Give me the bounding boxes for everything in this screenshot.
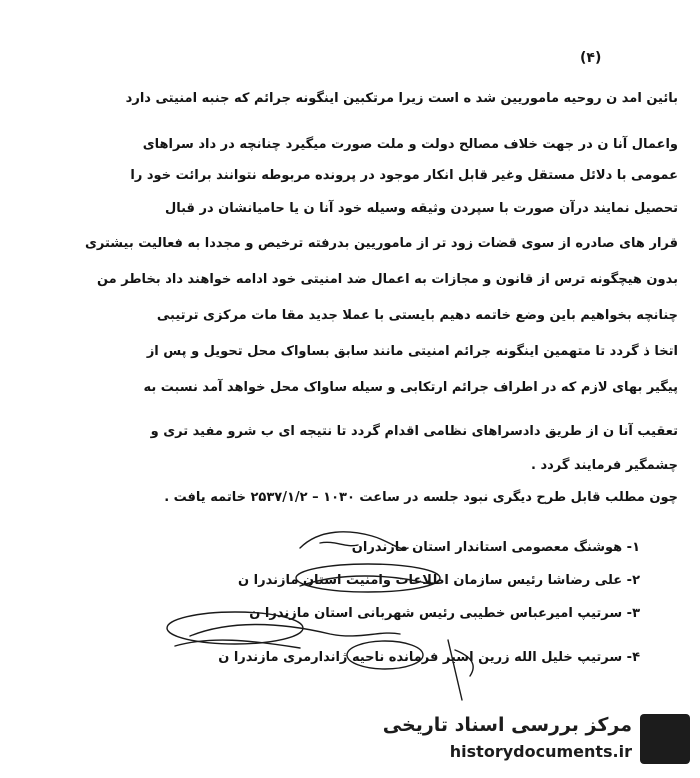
signatory-2: ۲- علی رضاشا رئیس سازمان اطلاعات وامنیت استان مازندرا ن [238, 573, 640, 588]
body-line-9: پیگیر بهای لازم که در اطراف جرائم ارتکابی و سیله ساواک محل خواهد آمد نسبت به [143, 380, 678, 395]
closing-line: چون مطلب قابل طرح دیگری نبود جلسه در ساعت ۱۰۳۰ – ۲۵۳۷/۱/۲ خاتمه یافت . [164, 490, 678, 505]
signatory-4: ۴- سرتیپ خلیل الله زرین اسیر فرمانده ناحیه ژاندارمری مازندرا ن [218, 650, 640, 665]
body-line-10: تعقیب آنا ن از طریق دادسراهای نظامی اقدام گردد تا نتیجه ای ب شرو مفید تری و [150, 424, 678, 439]
body-line-7: چنانچه بخواهیم باین وضع خاتمه دهیم بایستی با عملا جدید مقا مات مرکزی ترتیبی [156, 308, 678, 323]
watermark-url: historydocuments.ir [449, 742, 632, 761]
body-line-8: اتخا ذ گردد تا متهمین اینگونه جرائم امنیتی مانند سابق بساواک محل تحویل و پس از [146, 344, 678, 359]
archive-watermark [382, 708, 696, 772]
body-line-1: بائین امد ن روحیه ماموریین شد ه است زیرا مرتکبین اینگونه جرائم که جنبه امنیتی دارد [125, 91, 678, 106]
signatory-1: ۱- هوشنگ معصومی استاندار استان مازندران [351, 540, 640, 555]
body-line-5: قرار های صادره از سوی قضات زود تر از ماموریین بدرفته ترخیص و مجددا به فعالیت بیشتری [85, 236, 678, 251]
signatory-3: ۳- سرتیپ امیرعباس خطیبی رئیس شهربانی استان مازندرا ن [249, 606, 640, 621]
archive-logo-icon [640, 714, 690, 764]
page-number: (۴) [580, 50, 602, 66]
body-line-11: چشمگیر فرمایند گردد . [531, 458, 678, 473]
watermark-title: مرکز بررسی اسناد تاریخی [382, 714, 632, 736]
body-line-3: عمومی با دلائل مستقل وغیر قابل انکار موجود در پرونده مربوطه نتوانند برائت خود را [130, 168, 678, 183]
body-line-2: واعمال آنا ن در جهت خلاف مصالح دولت و ملت صورت میگیرد چنانچه در داد سراهای [142, 137, 678, 152]
body-line-6: بدون هیچگونه ترس از قانون و مجازات به اعمال ضد امنیتی خود ادامه خواهند داد بخاطر من [96, 272, 678, 287]
body-line-4: تحصیل نمایند درآن صورت با سپردن وثیقه وسیله خود آنا ن یا حامیانشان در قبال [164, 201, 678, 216]
